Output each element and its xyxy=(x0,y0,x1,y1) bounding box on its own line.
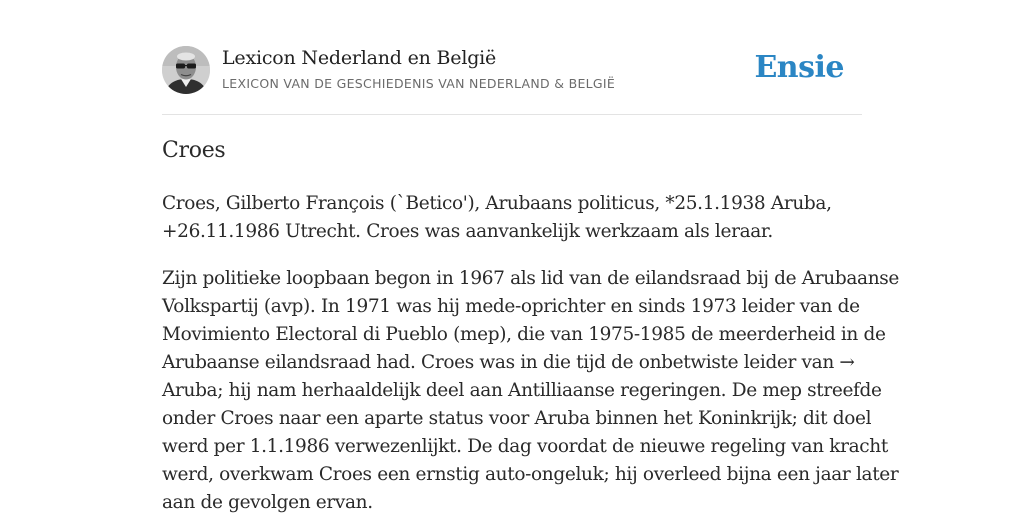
lexicon-subtitle[interactable]: LEXICON VAN DE GESCHIEDENIS VAN NEDERLAND & BELGIË xyxy=(222,76,616,91)
ensie-logo-link[interactable]: Ensie xyxy=(754,50,844,85)
paragraph-line: Arubaanse eilandsraad had. Croes was in die tijd de onbetwiste leider van → xyxy=(162,352,855,373)
article-paragraph xyxy=(162,265,900,517)
paragraph-line: Movimiento Electoral di Pueblo (mep), die van 1975-1985 de meerderheid in de xyxy=(162,324,886,345)
paragraph-line: Croes, Gilberto François (`Betico'), Arubaans politicus, *25.1.1938 Aruba, xyxy=(162,193,832,214)
paragraph-line: Zijn politieke loopbaan begon in 1967 als lid van de eilandsraad bij de Arubaanse xyxy=(162,268,900,289)
entry-title: Croes xyxy=(162,138,226,163)
paragraph-line: onder Croes naar een aparte status voor Aruba binnen het Koninkrijk; dit doel xyxy=(162,408,872,429)
paragraph-line: werd per 1.1.1986 verwezenlijkt. De dag voordat de nieuwe regeling van kracht xyxy=(162,436,888,457)
lexicon-title[interactable]: Lexicon Nederland en België xyxy=(222,47,497,69)
paragraph-line: Aruba; hij nam herhaaldelijk deel aan Antilliaanse regeringen. De mep streefde xyxy=(162,380,882,401)
author-portrait-icon[interactable] xyxy=(162,46,210,94)
paragraph-line: Volkspartij (avp). In 1971 was hij mede-oprichter en sinds 1973 leider van de xyxy=(162,296,860,317)
paragraph-line: aan de gevolgen ervan. xyxy=(162,492,373,513)
site-header xyxy=(162,46,862,115)
avatar-image xyxy=(162,46,210,94)
paragraph-line: werd, overkwam Croes een ernstig auto-ongeluk; hij overleed bijna een jaar later xyxy=(162,464,899,485)
paragraph-line: +26.11.1986 Utrecht. Croes was aanvankelijk werkzaam als leraar. xyxy=(162,221,773,242)
article-paragraph xyxy=(162,190,862,246)
